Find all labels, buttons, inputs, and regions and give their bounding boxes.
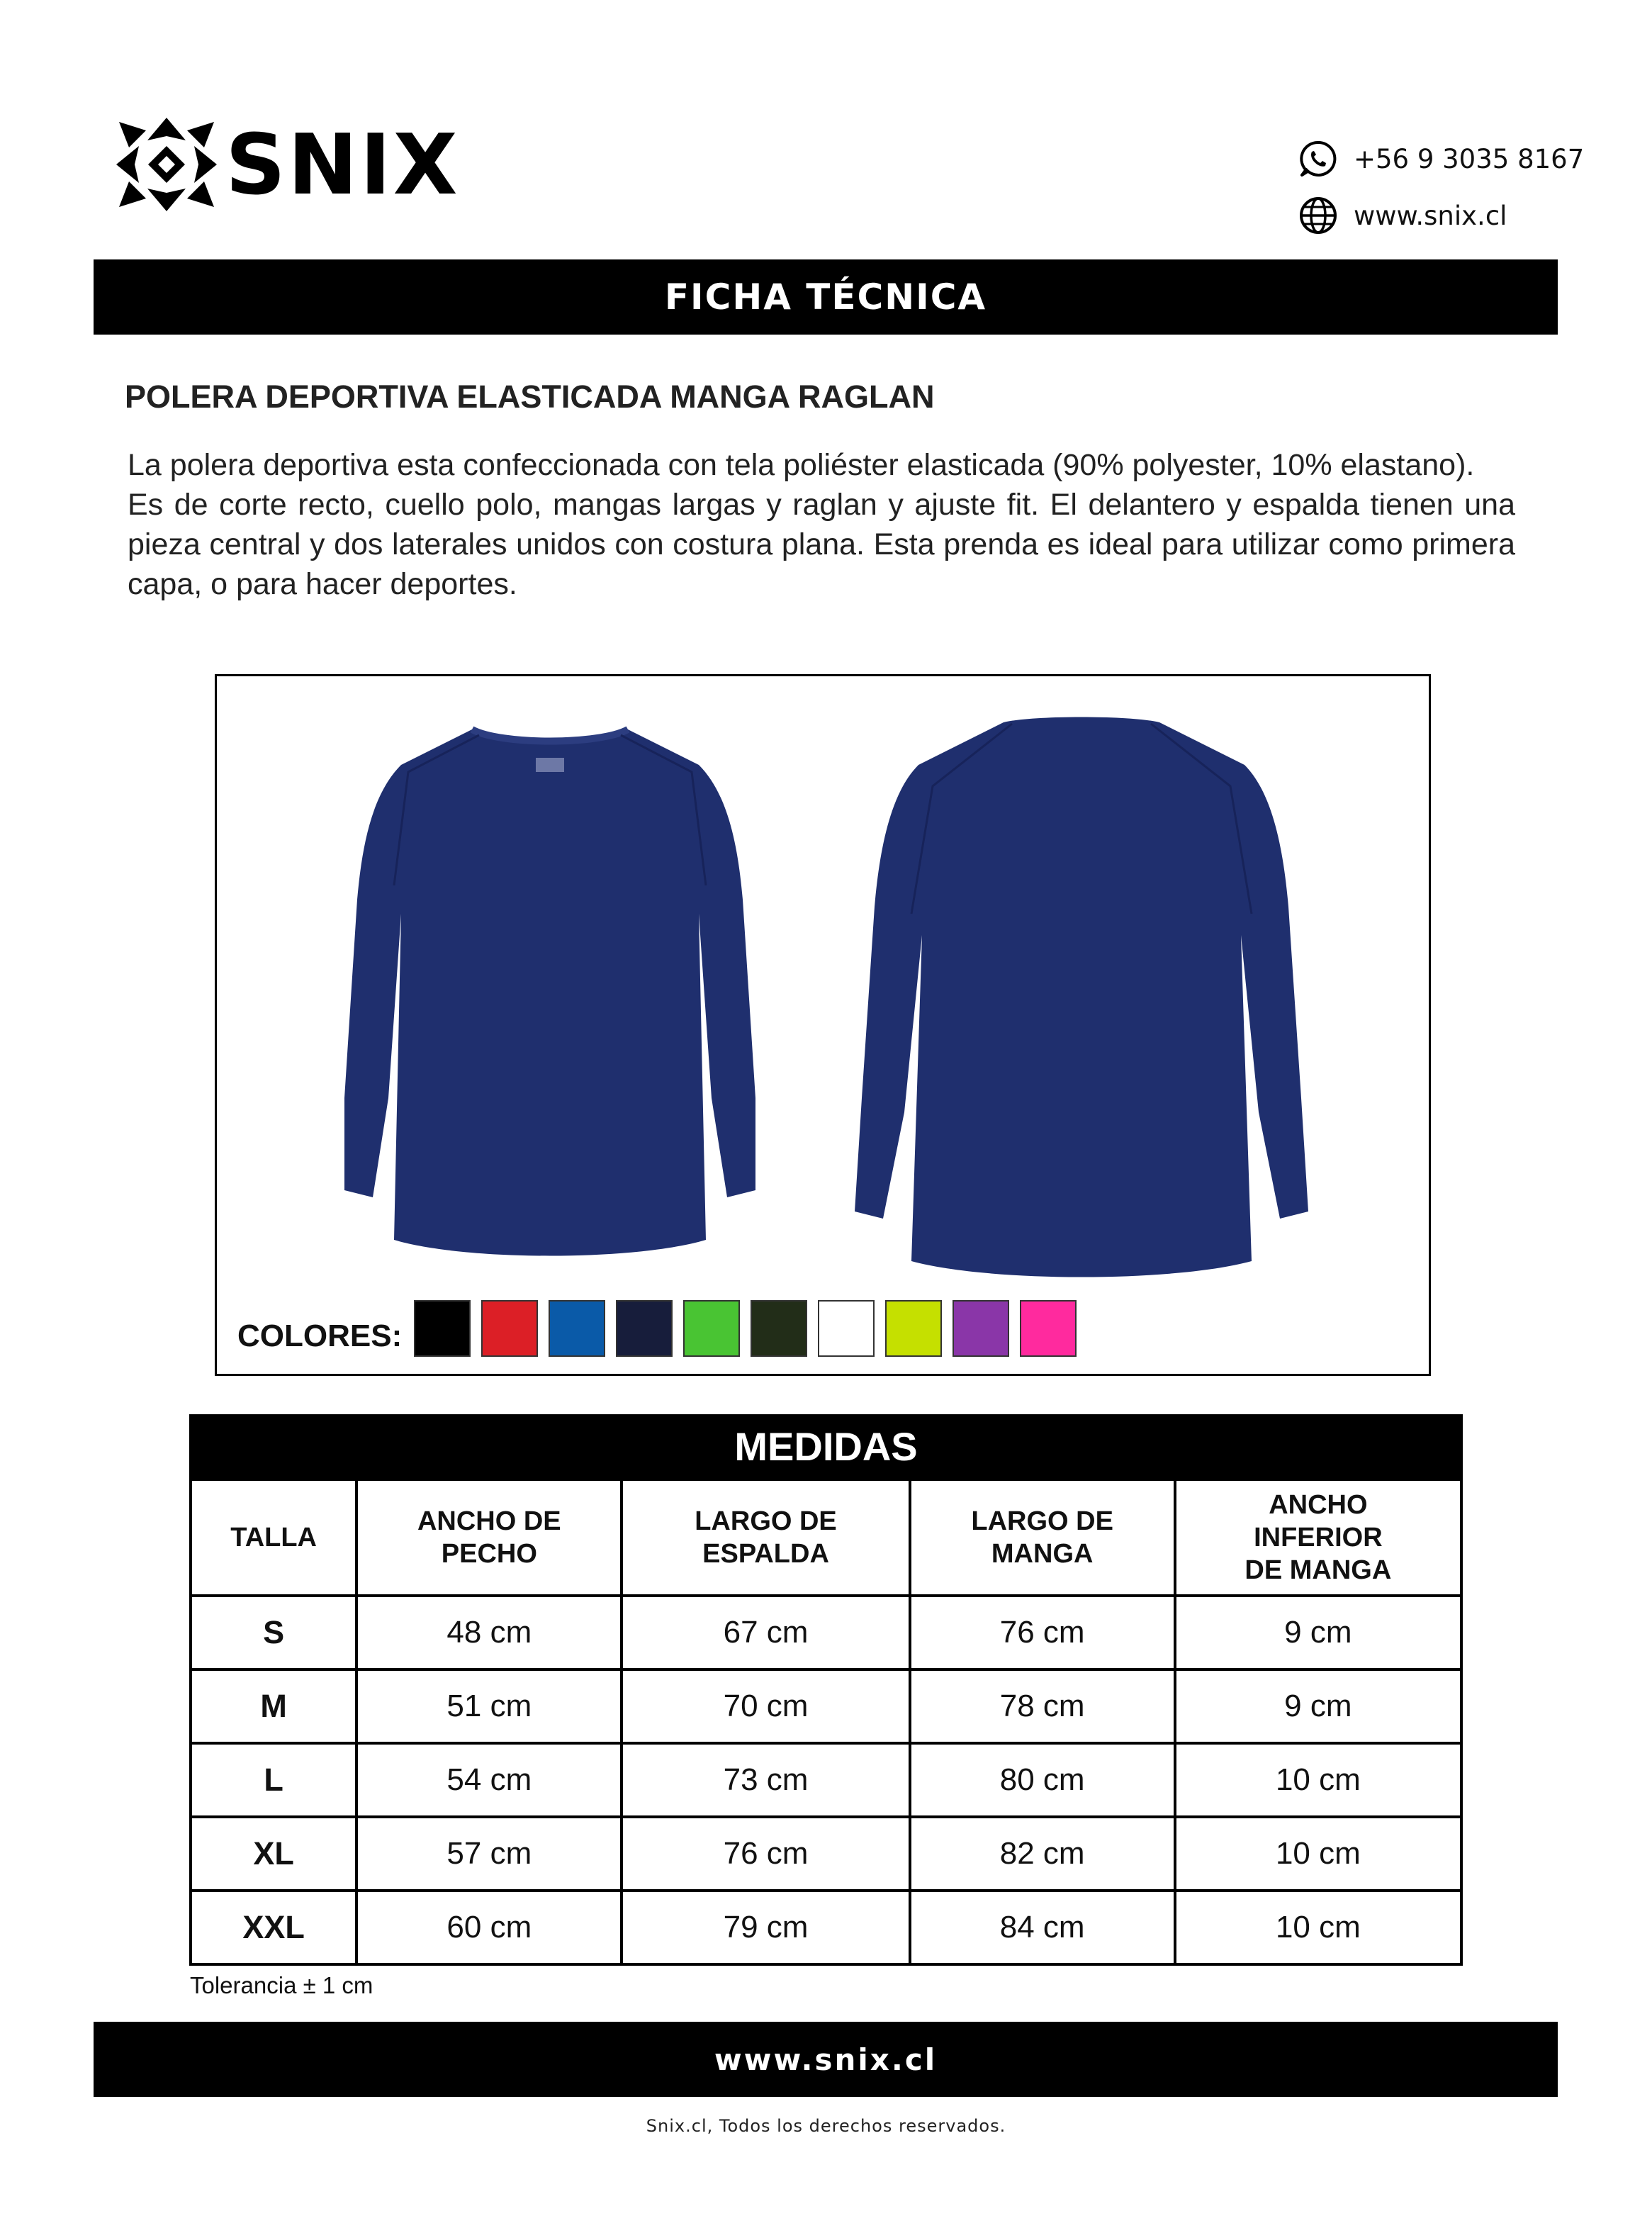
header-sleeve-length: LARGO DE MANGA — [910, 1479, 1175, 1596]
globe-icon — [1298, 196, 1338, 235]
phone-number: +56 9 3035 8167 — [1354, 143, 1585, 174]
measurement-cell: 73 cm — [622, 1743, 909, 1817]
color-swatch[interactable] — [1020, 1300, 1077, 1357]
measurement-cell: 76 cm — [910, 1596, 1175, 1669]
description-paragraph: Es de corte recto, cuello polo, mangas largas y raglan y ajuste fit. El delantero y espalda tienen una pieza central y dos laterales unidos con costura plana. Esta prenda es ideal para utilizar como primera capa, o para hacer deportes. — [128, 488, 1515, 601]
description-paragraph: La polera deportiva esta confeccionada con tela poliéster elasticada (90% polyester, 10% elastano). — [128, 448, 1475, 482]
footer-bar — [94, 2022, 1558, 2097]
footer-website[interactable]: www.snix.cl — [714, 2042, 938, 2077]
whatsapp-icon — [1298, 139, 1338, 179]
measurement-cell: 79 cm — [622, 1891, 909, 1964]
size-cell: M — [191, 1669, 356, 1743]
header-chest-width: ANCHO DE PECHO — [356, 1479, 622, 1596]
color-swatch[interactable] — [683, 1300, 740, 1357]
size-cell: XXL — [191, 1891, 356, 1964]
product-image-panel — [215, 674, 1431, 1376]
phone-contact — [1298, 138, 1584, 180]
color-swatch[interactable] — [481, 1300, 538, 1357]
measurement-cell: 48 cm — [356, 1596, 622, 1669]
measurement-cell: 51 cm — [356, 1669, 622, 1743]
measurement-cell: 82 cm — [910, 1817, 1175, 1891]
title-bar: FICHA TÉCNICA — [94, 259, 1558, 335]
table-row — [191, 1817, 1461, 1891]
measurement-cell: 54 cm — [356, 1743, 622, 1817]
measurement-cell: 9 cm — [1175, 1596, 1461, 1669]
header-sleeve-cuff-width: ANCHO INFERIOR DE MANGA — [1175, 1479, 1461, 1596]
product-description — [128, 445, 1515, 604]
color-swatch[interactable] — [751, 1300, 807, 1357]
measurement-cell: 10 cm — [1175, 1891, 1461, 1964]
header-back-length: LARGO DE ESPALDA — [622, 1479, 909, 1596]
measurement-cell: 60 cm — [356, 1891, 622, 1964]
header-size: TALLA — [191, 1479, 356, 1596]
measurements-title: MEDIDAS — [189, 1414, 1463, 1478]
size-cell: S — [191, 1596, 356, 1669]
copyright-text: Snix.cl, Todos los derechos reservados. — [646, 2116, 1006, 2136]
shirt-back-image — [826, 701, 1337, 1289]
measurement-cell: 10 cm — [1175, 1743, 1461, 1817]
measurement-cell: 57 cm — [356, 1817, 622, 1891]
colors-label: COLORES: — [237, 1319, 403, 1353]
size-table — [189, 1478, 1463, 1966]
table-row — [191, 1669, 1461, 1743]
table-row — [191, 1596, 1461, 1669]
website-contact — [1298, 194, 1507, 237]
size-cell: L — [191, 1743, 356, 1817]
table-header-row — [191, 1479, 1461, 1596]
product-title: POLERA DEPORTIVA ELASTICADA MANGA RAGLAN — [125, 379, 935, 415]
color-swatch[interactable] — [549, 1300, 605, 1357]
measurement-cell: 76 cm — [622, 1817, 909, 1891]
measurement-cell: 80 cm — [910, 1743, 1175, 1817]
color-swatch[interactable] — [953, 1300, 1009, 1357]
color-swatch[interactable] — [818, 1300, 875, 1357]
shirt-front-image — [302, 701, 798, 1268]
measurement-cell: 78 cm — [910, 1669, 1175, 1743]
table-row — [191, 1891, 1461, 1964]
measurement-cell: 84 cm — [910, 1891, 1175, 1964]
brand-name: SNIX — [225, 116, 460, 213]
website-link[interactable]: www.snix.cl — [1354, 200, 1507, 231]
measurement-cell: 10 cm — [1175, 1817, 1461, 1891]
brand-mark-icon — [113, 115, 220, 214]
color-swatches — [414, 1300, 1087, 1357]
measurement-cell: 9 cm — [1175, 1669, 1461, 1743]
table-row — [191, 1743, 1461, 1817]
measurement-cell: 67 cm — [622, 1596, 909, 1669]
color-swatch[interactable] — [616, 1300, 673, 1357]
brand-logo — [113, 115, 460, 214]
size-cell: XL — [191, 1817, 356, 1891]
color-swatch[interactable] — [885, 1300, 942, 1357]
color-swatch[interactable] — [414, 1300, 471, 1357]
tolerance-note: Tolerancia ± 1 cm — [190, 1972, 373, 1998]
measurement-cell: 70 cm — [622, 1669, 909, 1743]
